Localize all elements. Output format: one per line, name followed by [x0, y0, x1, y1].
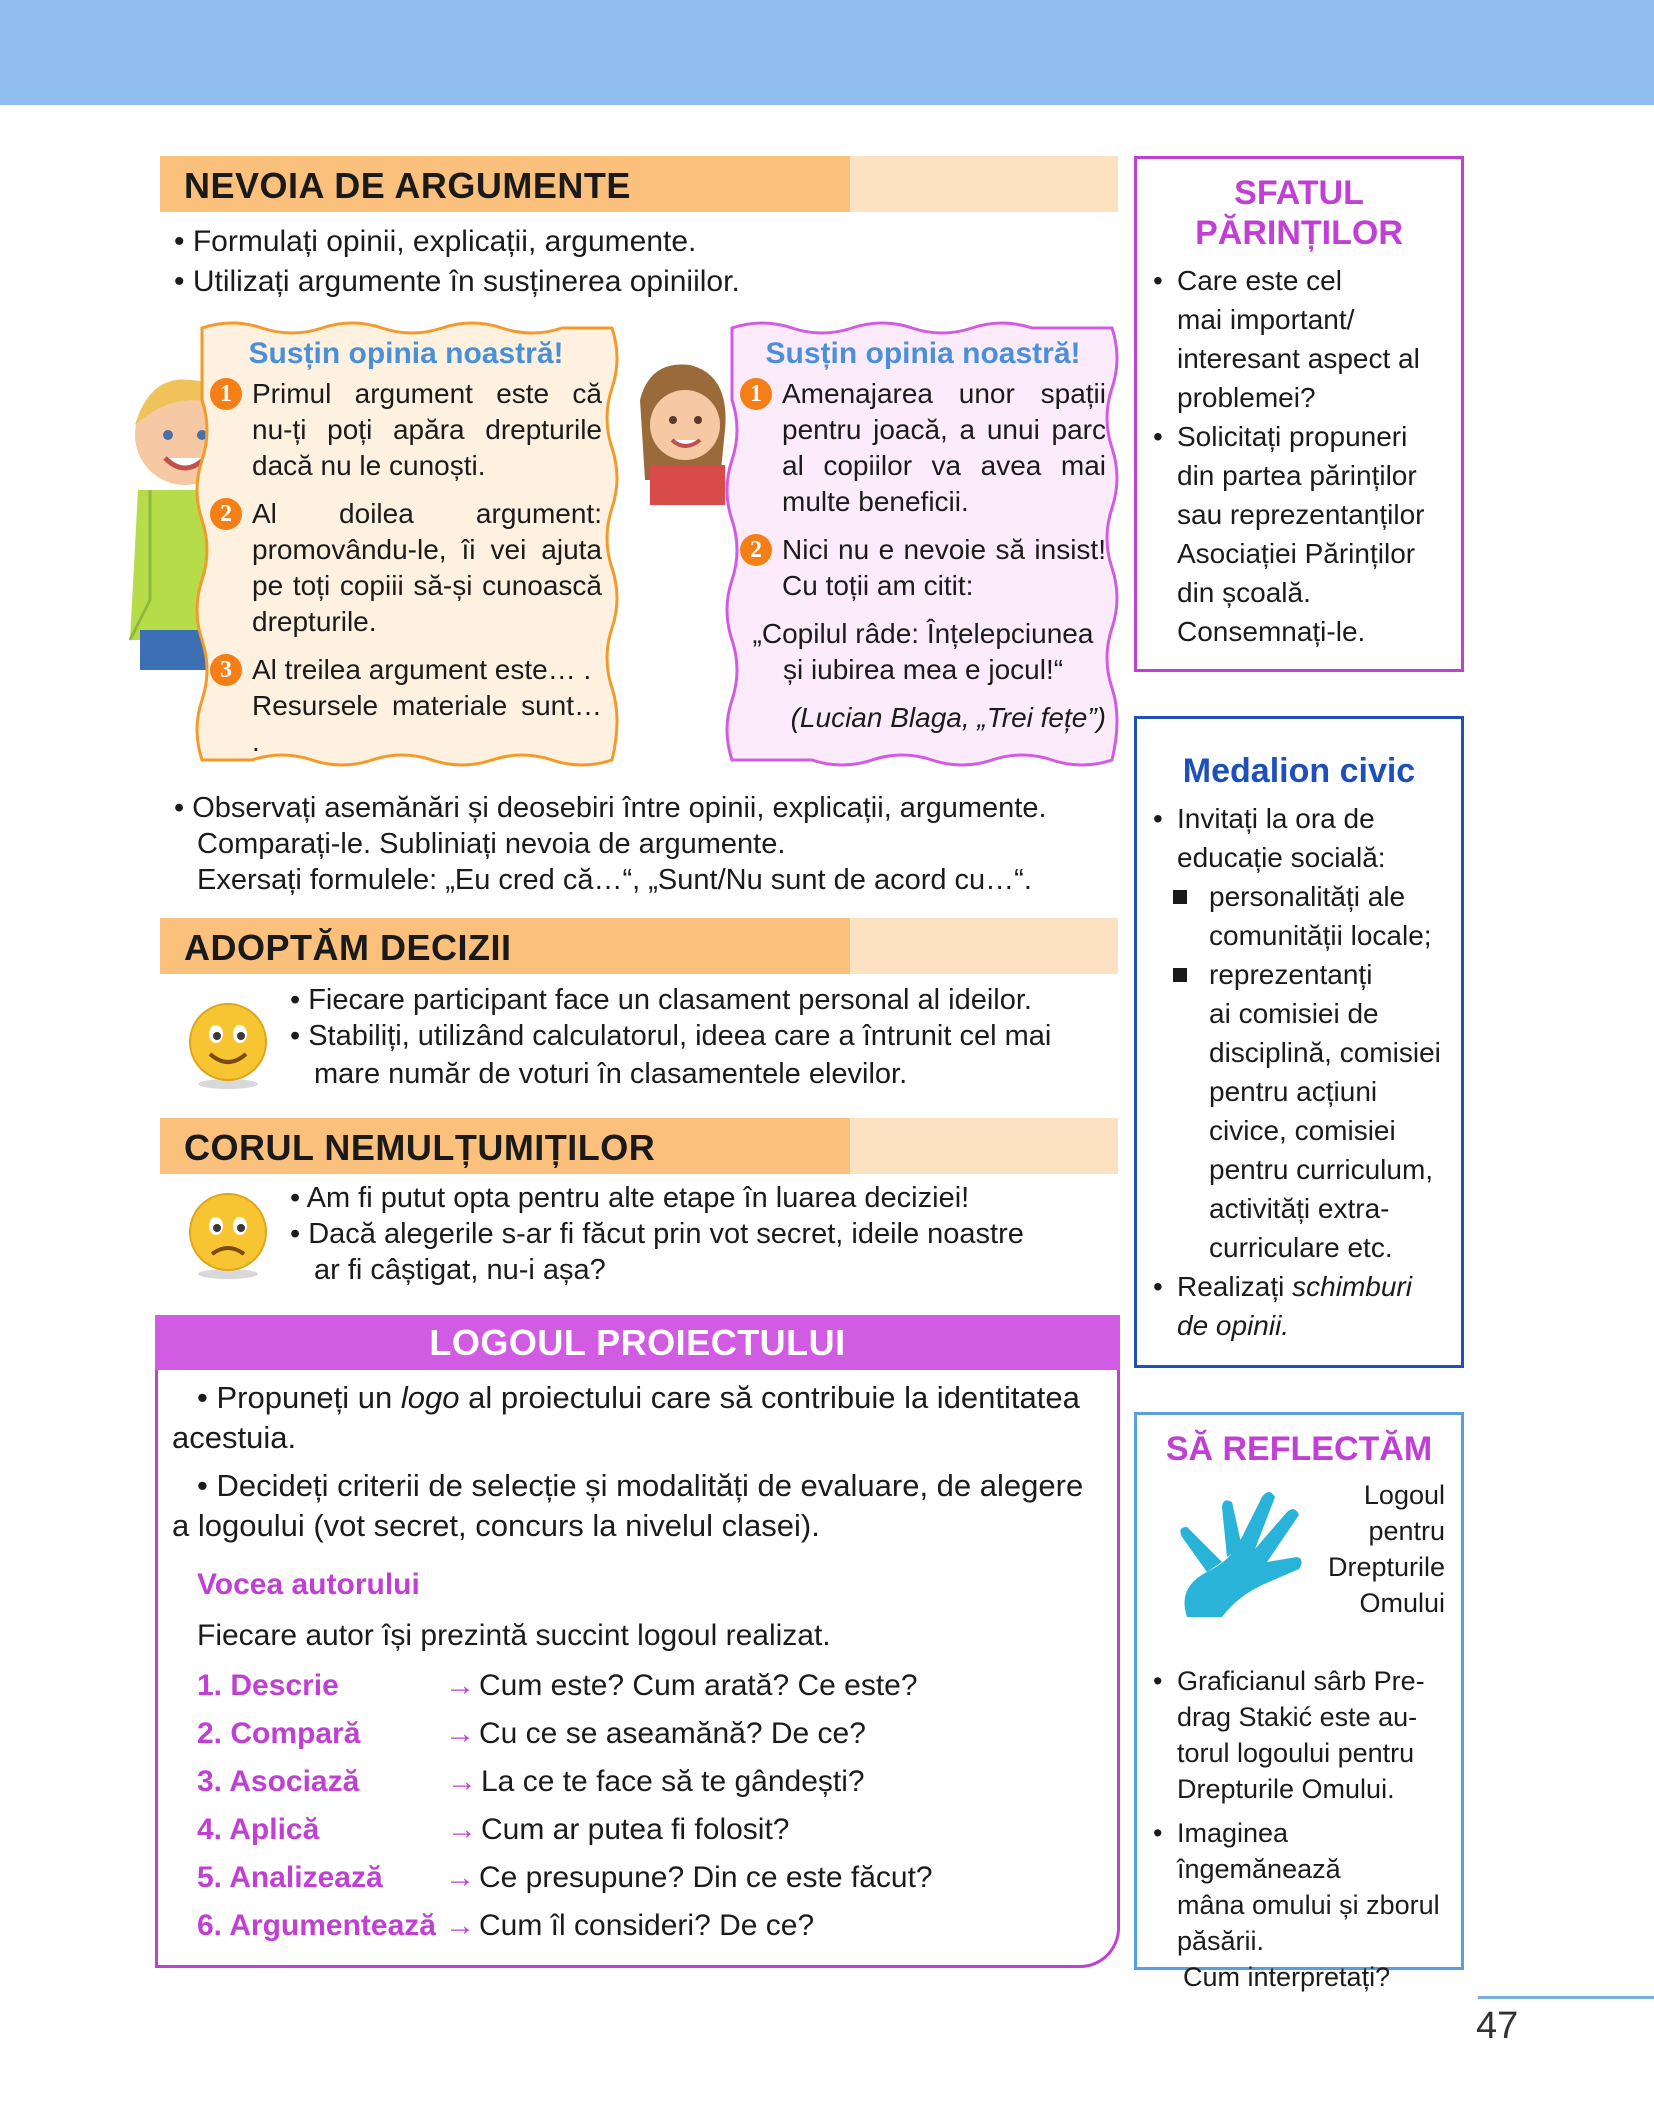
corul-bullet-2: • Dacă alegerile s-ar fi făcut prin vot secret, ideile noastre [290, 1218, 1024, 1250]
box-content [1153, 1663, 1453, 1995]
arrow-right-icon: → [445, 1909, 475, 1942]
section-header-logoul: LOGOUL PROIECTULUI [155, 1315, 1120, 1370]
page-number-rule [1478, 1996, 1654, 1999]
sa-reflectam-box [1134, 1412, 1464, 1992]
step-row [197, 1762, 997, 1802]
blaga-citation: (Lucian Blaga, „Trei fețe”) [790, 702, 1106, 733]
step-row [197, 1810, 997, 1850]
step-question: Cu ce se aseamănă? De ce? [479, 1717, 866, 1750]
corul-bullet-2-cont: ar fi câștigat, nu-i așa? [314, 1254, 606, 1286]
square-bullet-icon [1173, 968, 1187, 982]
logo-caption: Logoul pentru Drepturile Omului [1327, 1480, 1445, 1618]
step-row [197, 1906, 997, 1946]
step-row [197, 1858, 997, 1898]
step-row [197, 1666, 997, 1706]
arrow-right-icon: → [445, 1717, 475, 1750]
bullet-item: • Realizați schimburi de opinii. [1153, 1267, 1458, 1345]
square-bullet-item: reprezentanți ai comisiei de disciplină, comisiei pentru acțiuni civice, comisiei pentru curriculum, activități extra- curriculare etc. [1153, 955, 1458, 1267]
speech-bubble-left [192, 318, 622, 770]
step-label: 5. Analizează [197, 1861, 383, 1894]
number-badge: 2 [210, 498, 242, 530]
top-color-band [0, 0, 1654, 105]
logoul-p1: • Propuneți un logo al proiectului care să contribuie la identitatea [197, 1380, 1080, 1415]
arrow-right-icon: → [447, 1813, 477, 1846]
argument-1: 1 Primul argument este că nu-ți poți apăra drepturile dacă nu le cunoști. [210, 376, 602, 484]
section-title: CORUL NEMULȚUMIȚILOR [184, 1127, 656, 1168]
resurse-line: Resursele materiale sunt… . [252, 690, 602, 757]
argument-3: 3 Al treilea argument este… . [210, 652, 602, 688]
page-number: 47 [1476, 2005, 1519, 2047]
step-question: Cum este? Cum arată? Ce este? [479, 1669, 918, 1702]
step-question: La ce te face să te gândești? [481, 1765, 865, 1798]
smiley-happy-icon [186, 1000, 270, 1090]
sfatul-parintilor-box [1134, 156, 1464, 672]
corul-bullet-1: • Am fi putut opta pentru alte etape în luarea deciziei! [290, 1182, 970, 1214]
bubble-title: Susțin opinia noastră! [765, 337, 1081, 370]
bullet-item: • Solicitați propuneri din partea părinților sau reprezentanților Asociației Părinților din școală. Consemnați-le. [1153, 417, 1453, 651]
reflect-question: Cum interpretați? [1183, 1962, 1391, 1992]
section-title: NEVOIA DE ARGUMENTE [184, 165, 631, 206]
box-content [1153, 261, 1453, 651]
section-header-adoptam [160, 918, 1118, 974]
girl-peeking-image [630, 360, 730, 510]
bullet-item: • Graficianul sârb Pre- drag Stakić este au- torul logoului pentru Drepturile Omului. [1153, 1663, 1453, 1807]
box-content [1153, 799, 1458, 1345]
step-question: Ce presupune? Din ce este făcut? [479, 1861, 933, 1894]
arrow-right-icon: → [447, 1765, 477, 1798]
section-header-corul [160, 1118, 1118, 1174]
number-badge: 1 [210, 378, 242, 410]
bullet-utilizati: • Utilizați argumente în susținerea opiniilor. [174, 265, 740, 298]
observe-line-1: • Observați asemănări și deosebiri între opinii, explicații, argumente. [174, 792, 1047, 824]
step-question: Cum ar putea fi folosit? [481, 1813, 790, 1846]
step-label: 1. Descrie [197, 1669, 339, 1702]
adoptam-bullet-1: • Fiecare participant face un clasament personal al ideilor. [290, 984, 1032, 1016]
medalion-civic-box [1134, 716, 1464, 1368]
argument-1: 1 Amenajarea unor spații pentru joacă, a unui parc al copiilor va avea mai multe beneficii. [740, 376, 1106, 520]
square-bullet-item: personalități ale comunității locale; [1153, 877, 1458, 955]
box-title: Medalion civic [1182, 752, 1416, 790]
adoptam-bullet-2-cont: mare număr de voturi în clasamentele elevilor. [314, 1058, 908, 1090]
step-label: 3. Asociază [197, 1765, 360, 1798]
human-rights-hand-logo [1167, 1477, 1307, 1627]
number-badge: 3 [210, 654, 242, 686]
bullet-item: • Imaginea îngemănează mâna omului și zborul păsării. [1153, 1815, 1453, 1959]
arrow-right-icon: → [445, 1669, 475, 1702]
step-row [197, 1714, 997, 1754]
step-label: 6. Argumentează [197, 1909, 436, 1942]
bullet-item: • Care este cel mai important/ interesant aspect al problemei? [1153, 261, 1453, 417]
step-label: 2. Compară [197, 1717, 361, 1750]
voice-text: Fiecare autor își prezintă succint logoul realizat. [197, 1619, 831, 1652]
voice-title: Vocea autorului [197, 1568, 420, 1601]
arrow-right-icon: → [445, 1861, 475, 1894]
box-title: SĂ REFLECTĂM [1165, 1430, 1433, 1468]
bullet-formulati: • Formulați opinii, explicații, argumente. [174, 225, 697, 258]
smiley-sad-icon [186, 1190, 270, 1280]
box-title: SFATUL PĂRINȚILOR [1195, 174, 1403, 252]
observe-line-2: Comparați-le. Subliniați nevoia de argumente. [197, 828, 786, 860]
number-badge: 1 [740, 378, 772, 410]
bullet-item: • Invitați la ora de educație socială: [1153, 799, 1458, 877]
argument-2: 2 Nici nu e nevoie să insist! Cu toții am citit: [740, 532, 1106, 604]
step-label: 4. Aplică [197, 1813, 320, 1846]
speech-bubble-right [722, 318, 1122, 770]
observe-line-3: Exersați formulele: „Eu cred că…“, „Sunt/Nu sunt de acord cu…“. [197, 864, 1032, 896]
blaga-quote: „Copilul râde: Înțelepciunea și iubirea mea e jocul!“ [752, 618, 1094, 685]
section-header-nevoia [160, 156, 1118, 212]
logoul-p1-cont: acestuia. [172, 1420, 297, 1455]
section-title: ADOPTĂM DECIZII [184, 927, 512, 968]
number-badge: 2 [740, 534, 772, 566]
adoptam-bullet-2: • Stabiliți, utilizând calculatorul, ideea care a întrunit cel mai [290, 1020, 1052, 1052]
bubble-title: Susțin opinia noastră! [248, 337, 564, 370]
logoul-p2-cont: a logoului (vot secret, concurs la nivelul clasei). [172, 1508, 820, 1543]
logoul-p2: • Decideți criterii de selecție și modalități de evaluare, de alegere [197, 1468, 1084, 1503]
argument-2: 2 Al doilea argument: promovându-le, îi vei ajuta pe toți copiii să-și cunoască drepturile. [210, 496, 602, 640]
step-question: Cum îl consideri? De ce? [479, 1909, 815, 1942]
square-bullet-icon [1173, 890, 1187, 904]
